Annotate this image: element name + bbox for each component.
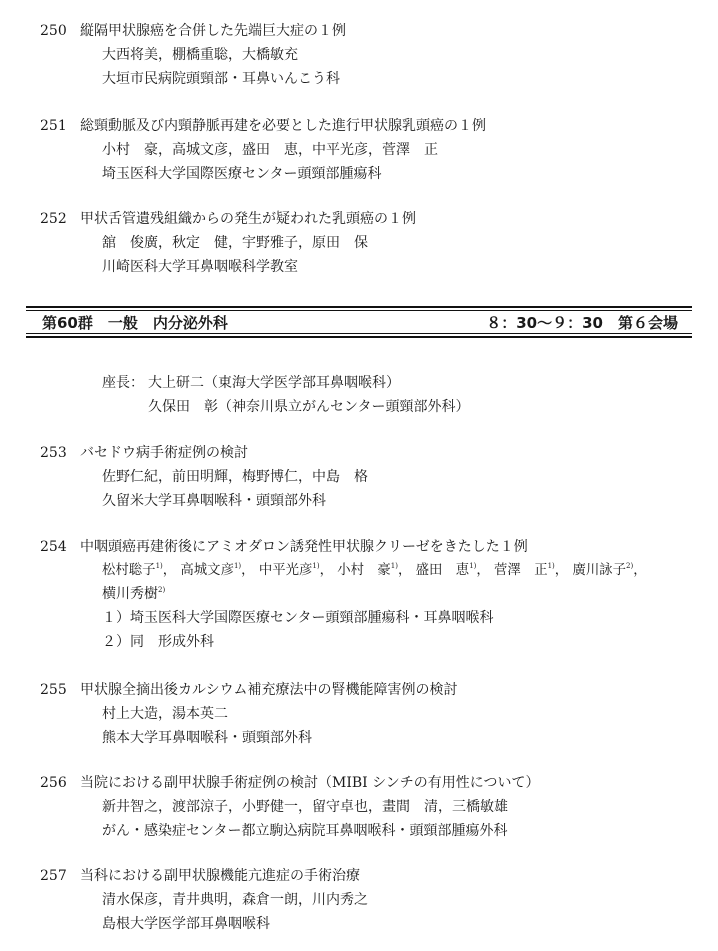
author-affil-mark: 1)	[547, 562, 555, 570]
author-affil-mark: 2)	[626, 562, 634, 570]
entry-title: 当科における副甲状腺機能亢進症の手術治療	[80, 868, 360, 884]
entry-number: 255	[40, 682, 67, 698]
author-separator: ，	[319, 563, 333, 578]
author-separator: ，	[554, 563, 569, 578]
author-name: 松村聡子	[102, 563, 156, 578]
entry-authors: 小村 豪，高城文彦，盛田 恵，中平光彦，菅澤 正	[102, 142, 438, 158]
chairs-prefix: 座長：	[102, 375, 144, 391]
entry-authors: 新井智之，渡部涼子，小野健一，留守卓也，畫間 清，三橋敏雄	[102, 799, 508, 815]
entry-affiliation: 川崎医科大学耳鼻咽喉科学教室	[102, 259, 298, 275]
entry-authors: 佐野仁紀，前田明輝，梅野博仁，中島 格	[102, 469, 368, 485]
entry-number: 253	[40, 445, 67, 461]
entry-number: 250	[40, 23, 67, 39]
session-time-room: ８：30～９：30 第６会場	[486, 314, 678, 332]
author-name: 盛田 恵	[415, 563, 470, 578]
author-name: 中平光彦	[258, 563, 313, 578]
author-affil-mark: 1)	[312, 562, 320, 570]
entry-number: 257	[40, 868, 67, 884]
divider	[26, 306, 692, 308]
session-label: 第60群 一般 内分泌外科	[42, 314, 228, 332]
author-name: 横川秀樹	[102, 586, 158, 602]
author-name: 廣川詠子	[572, 563, 626, 578]
author-affil-mark: 1)	[233, 562, 242, 570]
entry-authors-cont	[102, 585, 165, 603]
author-separator: ，	[241, 563, 255, 578]
entry-affiliation: 久留米大学耳鼻咽喉科・頭頸部外科	[102, 493, 326, 509]
author-affil-mark: 1)	[469, 562, 477, 570]
entry-affiliation: １）埼玉医科大学国際医療センター頭頸部腫瘍科・耳鼻咽喉科	[102, 610, 494, 626]
author-name: 高城文彦	[180, 563, 234, 578]
entry-authors	[102, 562, 647, 580]
author-separator: ，	[633, 563, 647, 578]
author-separator: ，	[397, 563, 412, 578]
session-header	[26, 306, 692, 342]
chair-name: 久保田 彰（神奈川県立がんセンター頭頸部外科）	[148, 399, 470, 415]
entry-title: 中咽頭癌再建術後にアミオダロン誘発性甲状腺クリーゼをきたした１例	[80, 539, 528, 555]
entry-title: 縦隔甲状腺癌を合併した先端巨大症の１例	[80, 23, 346, 39]
divider	[26, 310, 692, 311]
divider	[26, 336, 692, 338]
author-affil-mark: 1)	[155, 562, 163, 570]
entry-title: 総頸動脈及び内頸静脈再建を必要とした進行甲状腺乳頭癌の１例	[80, 118, 486, 134]
chair-name: 大上研二（東海大学医学部耳鼻咽喉科）	[148, 375, 400, 391]
author-name: 菅澤 正	[494, 563, 548, 578]
author-affil-mark: 1)	[390, 562, 398, 570]
entry-title: 当院における副甲状腺手術症例の検討（MIBI シンチの有用性について）	[80, 775, 540, 791]
entry-number: 256	[40, 775, 67, 791]
entry-affiliation: ２）同 形成外科	[102, 634, 214, 650]
entry-authors: 清水保彦，青井典明，森倉一朗，川内秀之	[102, 892, 368, 908]
author-separator: ，	[162, 563, 177, 578]
entry-title: 甲状舌管遺残組織からの発生が疑われた乳頭癌の１例	[80, 211, 416, 227]
entry-affiliation: がん・感染症センター都立駒込病院耳鼻咽喉科・頭頸部腫瘍外科	[102, 823, 508, 839]
author-separator: ，	[476, 563, 490, 578]
entry-affiliation: 大垣市民病院頭頸部・耳鼻いんこう科	[102, 71, 340, 87]
entry-affiliation: 埼玉医科大学国際医療センター頭頸部腫瘍科	[102, 166, 382, 182]
entry-affiliation: 島根大学医学部耳鼻咽喉科	[102, 916, 270, 932]
entry-authors: 大西将美，棚橋重聡，大橋敏充	[102, 47, 298, 63]
entry-number: 252	[40, 211, 67, 227]
author-name: 小村 豪	[337, 563, 391, 578]
entry-affiliation: 熊本大学耳鼻咽喉科・頭頸部外科	[102, 730, 312, 746]
entry-title: 甲状腺全摘出後カルシウム補充療法中の腎機能障害例の検討	[80, 682, 458, 698]
entry-authors: 村上大造，湯本英二	[102, 706, 228, 722]
divider	[26, 333, 692, 334]
entry-title: バセドウ病手術症例の検討	[80, 445, 248, 461]
entry-authors: 舘 俊廣，秋定 健，宇野雅子，原田 保	[102, 235, 368, 251]
author-affil-mark: 2)	[158, 586, 166, 594]
entry-number: 251	[40, 118, 67, 134]
entry-number: 254	[40, 539, 67, 555]
